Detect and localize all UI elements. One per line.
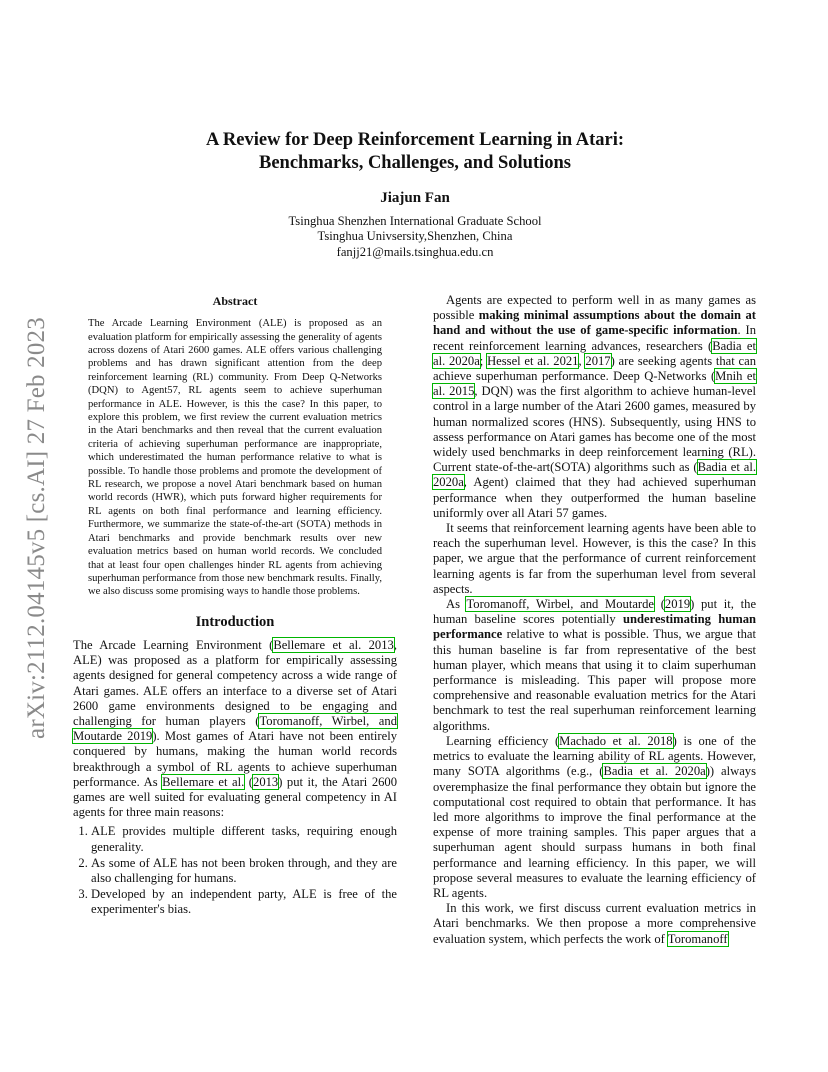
affiliation-block [90,214,740,260]
affiliation-line-1: Tsinghua Shenzhen International Graduate School [288,214,542,228]
intro-paragraph-1: The Arcade Learning Environment (Bellemare et al. 2013, ALE) was proposed as a platform for empirically assessing agents designed for general competency across a wide range of Atari games. ALE offers an interface to a diverse set of Atari 2600 game environments designed to be engaging and challenging for human players (Toromanoff, Wirbel, and Moutarde 2019). Most games of Atari have not been entirely conquered by humans, making the human world records breakthrough a symbol of RL agents to achieve superhuman performance. As Bellemare et al. (2013) put it, the Atari 2600 games are well suited for evaluating general competency in AI agents for three main reasons: [73,637,398,820]
citation-link[interactable]: Badia et al. 2020a [433,460,757,490]
arxiv-sidebar-identifier [20,293,54,763]
citation-link[interactable]: Badia et al. 2020a [603,764,706,779]
arxiv-id-text: arXiv:2112.04145v5 [cs.AI] 27 Feb 2023 [23,317,50,739]
abstract-text: The Arcade Learning Environment (ALE) is proposed as an evaluation platform for empirically assessing the generality of agents across dozens of Atari 2600 games. ALE offers various challenging problems and has drawn significant attention from the deep reinforcement learning (RL) community. From Deep Q-Networks (DQN) to Agent57, RL agents seem to achieve superhuman performance in ALE. However, is this the case? In this paper, to explore this problem, we first review the current evaluation metrics in the Atari benchmarks and then reveal that the current evaluation criteria of achieving superhuman performance are inappropriate, which underestimated the human performance relative to what is possible. To handle those problems and promote the development of RL research, we propose a novel Atari benchmark based on human world records (HWR), which puts forward higher requirements for RL agents on both final performance and learning efficiency. Furthermore, we summarize the state-of-the-art (SOTA) methods in Atari benchmarks and provide benchmark results over new evaluation metrics based on human world records. We concluded that at least four open challenges hinder RL agents from achieving superhuman performance from those new benchmark results. Finally, we also discuss some promising ways to handle those problems. [88,318,382,598]
introduction-heading: Introduction [195,613,275,630]
citation-link[interactable]: Machado et al. 2018 [559,733,673,748]
title-line-1: A Review for Deep Reinforcement Learning in Atari: [205,130,625,150]
right-column [433,293,756,947]
right-paragraph-4: Learning efficiency (Machado et al. 2018) is one of the metrics to evaluate the learning ability of RL agents. However, many SOTA algorithms (e.g., (Badia et al. 2020a)) always overemphasize the final performance they obtain but ignore the computational cost required to obtain that performance. It has led more algorithms to improve the final performance at the expense of more training samples. This paper argues that a superhuman agent should surpass humans in both final performance and learning efficiency. In this paper, we will propose several measures to evaluate the learning efficiency of RL agents. [433,733,756,900]
citation-link[interactable]: Toromanoff, Wirbel, and Moutarde [466,597,655,612]
citation-link[interactable]: Toromanoff [667,931,728,946]
right-paragraph-2: It seems that reinforcement learning agents have been able to reach the superhuman level. However, is this the case? In this paper, we argue that the performance of current reinforcement learning agents is far from the superhuman level from several aspects. [433,521,756,596]
list-item: 2. As some of ALE has not been broken through, and they are also challenging for humans. [91,856,397,886]
left-column [73,293,397,919]
citation-link[interactable]: Bellemare et al. 2013 [273,637,394,652]
right-paragraph-1: Agents are expected to perform well in as many games as possible making minimal assumptions about the domain at hand and without the use of game-specific information. In recent reinforcement learning advances, researchers (Badia et al. 2020a; Hessel et al. 2021, 2017) are seeking agents that can achieve superhuman performance. Deep Q-Networks (Mnih et al. 2015, DQN) was the first algorithm to achieve human-level control in a large number of the Atari 2600 games, measured by human normalized scores (HNS). Subsequently, using HNS to assess performance on Atari games has become one of the most widely used benchmarks in deep reinforcement learning (RL). Current state-of-the-art(SOTA) algorithms such as (Badia et al. 2020a, Agent) claimed that they had achieved superhuman performance when they outperformed the human baseline uniformly over all Atari 57 games. [433,293,757,520]
citation-link[interactable]: Badia et al. 2020a [433,338,756,368]
citation-link[interactable]: Hessel et al. 2021 [487,353,579,368]
list-item: 1. ALE provides multiple different tasks, requiring enough generality. [91,824,397,854]
citation-link[interactable]: 2013 [253,774,279,789]
affiliation-line-2: Tsinghua Univsersity,Shenzhen, China [317,229,513,244]
title-line-2: Benchmarks, Challenges, and Solutions [259,153,571,173]
citation-link[interactable]: Bellemare et al. [162,774,245,789]
abstract-heading: Abstract [212,294,258,308]
citation-link[interactable]: Mnih et al. 2015 [433,369,757,399]
citation-link[interactable]: Toromanoff, Wirbel, and Moutarde 2019 [73,713,397,744]
right-paragraph-3: As Toromanoff, Wirbel, and Moutarde (2019) put it, the human baseline scores potentially underestimating human performance relative to what is possible. Thus, we argue that this human baseline is far from representative of the best human player, which means that using it to claim superhuman performance is misleading. This paper will propose more comprehensive and reasonable evaluation metrics for the Atari benchmark to test the real superhuman reinforcement learning algorithms. [433,597,757,733]
reasons-list [73,824,397,917]
paper-title [90,129,740,175]
right-paragraph-5: In this work, we first discuss current evaluation metrics in Atari benchmarks. We then propose a more comprehensive evaluation system, which perfects the work of Toromanoff [433,901,756,946]
citation-link[interactable]: 2017 [585,353,611,368]
list-item: 3. Developed by an independent party, ALE is free of the experimenter's bias. [91,887,397,917]
citation-link[interactable]: 2019 [664,597,691,612]
author-email: fanjj21@mails.tsinghua.edu.cn [336,244,494,259]
author-name: Jiajun Fan [380,190,450,206]
